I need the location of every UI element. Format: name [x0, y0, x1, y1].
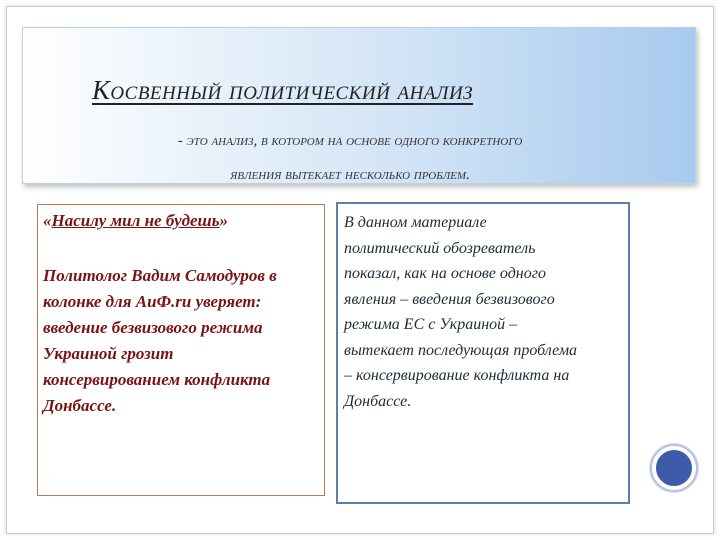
right-text-box: [336, 202, 630, 504]
left-quote-heading: [43, 211, 228, 231]
left-body-line: колонке для АиФ.ru уверяет:: [43, 292, 262, 311]
subtitle-line: явления вытекает несколько проблем.: [230, 167, 470, 183]
decorative-circle-icon: [652, 446, 696, 490]
quote-text: Насилу мил не будешь: [51, 211, 220, 230]
subtitle-line: - это анализ, в котором на основе одного конкретного: [177, 133, 523, 149]
left-body-line: Донбассе.: [43, 396, 117, 415]
right-body-line: вытекает последующая проблема: [344, 341, 578, 359]
left-text-box: [37, 204, 325, 496]
slide-subtitle: [30, 124, 670, 192]
left-body-line: введение безвизового режима: [43, 318, 263, 337]
left-body-line: Украиной грозит: [43, 344, 174, 363]
quote-close-mark: »: [219, 211, 228, 230]
slide-title: Косвенный политический анализ: [92, 75, 474, 105]
left-body-text: [43, 263, 325, 419]
right-body-line: В данном материале: [344, 214, 487, 231]
right-body-line: – консервирование конфликта на: [344, 367, 570, 384]
quote-open-mark: «: [43, 211, 52, 230]
right-body-line: показал, как на основе одного: [344, 265, 546, 282]
right-body-line: явления – введения безвизового: [344, 290, 555, 308]
left-body-line: Политолог Вадим Самодуров в: [43, 266, 277, 285]
right-body-line: режима ЕС с Украиной –: [344, 316, 518, 333]
right-body-text: [344, 210, 626, 414]
right-body-line: политический обозреватель: [344, 239, 536, 257]
left-body-line: консервированием конфликта: [43, 370, 271, 389]
right-body-line: Донбассе.: [344, 392, 412, 410]
